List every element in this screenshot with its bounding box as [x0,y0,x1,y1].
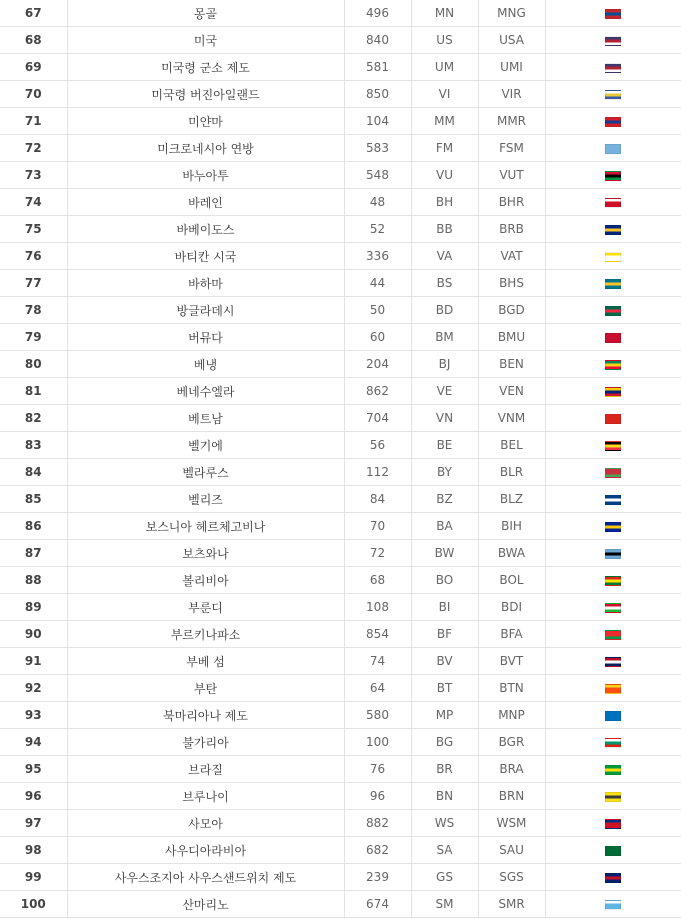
row-number: 100 [0,891,67,918]
bosnia-flag-icon [605,522,621,532]
belarus-flag-icon [605,468,621,478]
alpha2-code: BE [411,432,478,459]
table-row [0,594,681,621]
table-row [0,783,681,810]
country-name: 부르키나파소 [67,621,344,648]
alpha3-code: VIR [478,81,545,108]
table-row [0,864,681,891]
burkina-faso-flag-icon [605,630,621,640]
brunei-flag-icon [605,792,621,802]
benin-flag-icon [605,360,621,370]
table-row [0,108,681,135]
alpha3-code: SAU [478,837,545,864]
usa-flag-icon [605,36,621,46]
burundi-flag-icon [605,603,621,613]
alpha3-code: USA [478,27,545,54]
alpha2-code: BV [411,648,478,675]
flag-cell [545,513,681,540]
numeric-code: 72 [344,540,411,567]
numeric-code: 882 [344,810,411,837]
alpha2-code: VE [411,378,478,405]
table-row [0,189,681,216]
flag-cell [545,432,681,459]
country-name: 부베 섬 [67,648,344,675]
flag-cell [545,594,681,621]
numeric-code: 84 [344,486,411,513]
row-number: 74 [0,189,67,216]
country-name: 바하마 [67,270,344,297]
flag-cell [545,702,681,729]
numeric-code: 840 [344,27,411,54]
flag-cell [545,486,681,513]
numeric-code: 112 [344,459,411,486]
alpha2-code: VN [411,405,478,432]
country-name: 베트남 [67,405,344,432]
alpha2-code: BY [411,459,478,486]
flag-cell [545,81,681,108]
country-name: 방글라데시 [67,297,344,324]
vanuatu-flag-icon [605,171,621,181]
flag-cell [545,243,681,270]
table-row [0,135,681,162]
alpha3-code: BWA [478,540,545,567]
row-number: 82 [0,405,67,432]
flag-cell [545,405,681,432]
us-virgin-islands-flag-icon [605,90,621,100]
belgium-flag-icon [605,441,621,451]
alpha2-code: BN [411,783,478,810]
saudi-arabia-flag-icon [605,846,621,856]
alpha3-code: VAT [478,243,545,270]
flag-cell [545,324,681,351]
alpha2-code: BS [411,270,478,297]
table-row [0,216,681,243]
row-number: 84 [0,459,67,486]
alpha2-code: BJ [411,351,478,378]
table-row [0,297,681,324]
country-name: 미크로네시아 연방 [67,135,344,162]
alpha3-code: MNP [478,702,545,729]
table-row [0,702,681,729]
alpha2-code: US [411,27,478,54]
table-row [0,243,681,270]
alpha3-code: BLR [478,459,545,486]
alpha2-code: BZ [411,486,478,513]
numeric-code: 64 [344,675,411,702]
table-row [0,459,681,486]
row-number: 77 [0,270,67,297]
row-number: 96 [0,783,67,810]
country-name: 보스니아 헤르체고비나 [67,513,344,540]
flag-cell [545,108,681,135]
numeric-code: 336 [344,243,411,270]
table-row [0,513,681,540]
numeric-code: 104 [344,108,411,135]
myanmar-flag-icon [605,117,621,127]
alpha3-code: BDI [478,594,545,621]
alpha3-code: WSM [478,810,545,837]
row-number: 81 [0,378,67,405]
country-name: 사모아 [67,810,344,837]
country-name: 미얀마 [67,108,344,135]
alpha3-code: BFA [478,621,545,648]
alpha3-code: BRA [478,756,545,783]
flag-cell [545,891,681,918]
numeric-code: 100 [344,729,411,756]
table-row [0,27,681,54]
table-row [0,837,681,864]
row-number: 79 [0,324,67,351]
bolivia-flag-icon [605,576,621,586]
country-name: 미국 [67,27,344,54]
brazil-flag-icon [605,765,621,775]
flag-cell [545,459,681,486]
country-name: 미국령 버진아일랜드 [67,81,344,108]
alpha2-code: VU [411,162,478,189]
country-name: 북마리아나 제도 [67,702,344,729]
bulgaria-flag-icon [605,738,621,748]
table-row [0,756,681,783]
table-row [0,810,681,837]
row-number: 95 [0,756,67,783]
alpha2-code: BH [411,189,478,216]
alpha2-code: GS [411,864,478,891]
bhutan-flag-icon [605,684,621,694]
flag-cell [545,54,681,81]
numeric-code: 204 [344,351,411,378]
table-row [0,729,681,756]
country-name: 바누아투 [67,162,344,189]
alpha3-code: BLZ [478,486,545,513]
country-name: 부룬디 [67,594,344,621]
flag-cell [545,864,681,891]
numeric-code: 581 [344,54,411,81]
alpha2-code: SA [411,837,478,864]
alpha2-code: UM [411,54,478,81]
alpha3-code: BGR [478,729,545,756]
table-row [0,540,681,567]
flag-cell [545,675,681,702]
flag-cell [545,378,681,405]
numeric-code: 76 [344,756,411,783]
country-name: 바레인 [67,189,344,216]
numeric-code: 48 [344,189,411,216]
us-minor-islands-flag-icon [605,63,621,73]
alpha2-code: BR [411,756,478,783]
alpha3-code: VNM [478,405,545,432]
alpha2-code: SM [411,891,478,918]
row-number: 94 [0,729,67,756]
alpha2-code: BT [411,675,478,702]
alpha3-code: VEN [478,378,545,405]
alpha3-code: FSM [478,135,545,162]
row-number: 87 [0,540,67,567]
alpha3-code: BOL [478,567,545,594]
vatican-flag-icon [605,252,621,262]
alpha3-code: MMR [478,108,545,135]
flag-cell [545,189,681,216]
row-number: 76 [0,243,67,270]
flag-cell [545,837,681,864]
alpha3-code: BEN [478,351,545,378]
numeric-code: 850 [344,81,411,108]
flag-cell [545,0,681,27]
row-number: 97 [0,810,67,837]
country-name: 벨기에 [67,432,344,459]
vietnam-flag-icon [605,414,621,424]
alpha2-code: BM [411,324,478,351]
numeric-code: 96 [344,783,411,810]
country-name: 바베이도스 [67,216,344,243]
flag-cell [545,729,681,756]
numeric-code: 583 [344,135,411,162]
row-number: 88 [0,567,67,594]
country-name: 볼리비아 [67,567,344,594]
row-number: 80 [0,351,67,378]
row-number: 98 [0,837,67,864]
alpha3-code: VUT [478,162,545,189]
flag-cell [545,216,681,243]
alpha3-code: BGD [478,297,545,324]
country-name: 브루나이 [67,783,344,810]
micronesia-flag-icon [605,144,621,154]
row-number: 89 [0,594,67,621]
flag-cell [545,135,681,162]
row-number: 72 [0,135,67,162]
barbados-flag-icon [605,225,621,235]
alpha3-code: UMI [478,54,545,81]
alpha3-code: BMU [478,324,545,351]
flag-cell [545,621,681,648]
country-name: 바티칸 시국 [67,243,344,270]
flag-cell [545,540,681,567]
alpha2-code: FM [411,135,478,162]
numeric-code: 496 [344,0,411,27]
table-row [0,0,681,27]
table-row [0,675,681,702]
country-name: 벨라루스 [67,459,344,486]
row-number: 78 [0,297,67,324]
table-row [0,81,681,108]
country-name: 몽골 [67,0,344,27]
country-name: 미국령 군소 제도 [67,54,344,81]
numeric-code: 56 [344,432,411,459]
alpha2-code: MN [411,0,478,27]
numeric-code: 50 [344,297,411,324]
country-name: 벨리즈 [67,486,344,513]
row-number: 86 [0,513,67,540]
alpha3-code: BIH [478,513,545,540]
samoa-flag-icon [605,819,621,829]
belize-flag-icon [605,495,621,505]
table-row [0,891,681,918]
country-name: 산마리노 [67,891,344,918]
mongolia-flag-icon [605,9,621,19]
bangladesh-flag-icon [605,306,621,316]
numeric-code: 74 [344,648,411,675]
table-row [0,432,681,459]
alpha2-code: WS [411,810,478,837]
alpha2-code: BW [411,540,478,567]
alpha3-code: MNG [478,0,545,27]
numeric-code: 674 [344,891,411,918]
alpha2-code: BG [411,729,478,756]
country-name: 버뮤다 [67,324,344,351]
table-row [0,621,681,648]
alpha2-code: VI [411,81,478,108]
numeric-code: 52 [344,216,411,243]
row-number: 70 [0,81,67,108]
numeric-code: 854 [344,621,411,648]
flag-cell [545,351,681,378]
table-row [0,486,681,513]
alpha3-code: BVT [478,648,545,675]
alpha2-code: BF [411,621,478,648]
flag-cell [545,783,681,810]
country-name: 보츠와나 [67,540,344,567]
numeric-code: 108 [344,594,411,621]
row-number: 90 [0,621,67,648]
table-row [0,162,681,189]
table-row [0,648,681,675]
alpha3-code: BRB [478,216,545,243]
table-row [0,54,681,81]
row-number: 71 [0,108,67,135]
row-number: 83 [0,432,67,459]
row-number: 73 [0,162,67,189]
alpha2-code: BO [411,567,478,594]
row-number: 68 [0,27,67,54]
table-row [0,405,681,432]
country-name: 베네수엘라 [67,378,344,405]
table-row [0,324,681,351]
country-name: 사우디아라비아 [67,837,344,864]
numeric-code: 44 [344,270,411,297]
flag-cell [545,297,681,324]
botswana-flag-icon [605,549,621,559]
numeric-code: 548 [344,162,411,189]
row-number: 92 [0,675,67,702]
row-number: 75 [0,216,67,243]
alpha2-code: BI [411,594,478,621]
numeric-code: 70 [344,513,411,540]
numeric-code: 862 [344,378,411,405]
table-row [0,270,681,297]
country-name: 브라질 [67,756,344,783]
bouvet-island-flag-icon [605,657,621,667]
alpha3-code: BHR [478,189,545,216]
row-number: 67 [0,0,67,27]
row-number: 99 [0,864,67,891]
numeric-code: 239 [344,864,411,891]
alpha2-code: BA [411,513,478,540]
venezuela-flag-icon [605,387,621,397]
flag-cell [545,270,681,297]
alpha3-code: SGS [478,864,545,891]
alpha2-code: MM [411,108,478,135]
bahamas-flag-icon [605,279,621,289]
country-name: 부탄 [67,675,344,702]
san-marino-flag-icon [605,900,621,910]
numeric-code: 682 [344,837,411,864]
row-number: 93 [0,702,67,729]
numeric-code: 60 [344,324,411,351]
alpha3-code: SMR [478,891,545,918]
flag-cell [545,810,681,837]
table-row [0,378,681,405]
bermuda-flag-icon [605,333,621,343]
flag-cell [545,648,681,675]
row-number: 91 [0,648,67,675]
country-name: 불가리아 [67,729,344,756]
numeric-code: 704 [344,405,411,432]
table-row [0,567,681,594]
row-number: 69 [0,54,67,81]
alpha3-code: BRN [478,783,545,810]
alpha2-code: MP [411,702,478,729]
flag-cell [545,27,681,54]
table-row [0,351,681,378]
alpha2-code: VA [411,243,478,270]
south-georgia-flag-icon [605,873,621,883]
northern-mariana-flag-icon [605,711,621,721]
bahrain-flag-icon [605,198,621,208]
row-number: 85 [0,486,67,513]
country-name: 베냉 [67,351,344,378]
country-name: 사우스조지아 사우스샌드위치 제도 [67,864,344,891]
numeric-code: 580 [344,702,411,729]
flag-cell [545,567,681,594]
alpha2-code: BD [411,297,478,324]
alpha3-code: BEL [478,432,545,459]
flag-cell [545,162,681,189]
alpha3-code: BHS [478,270,545,297]
alpha3-code: BTN [478,675,545,702]
alpha2-code: BB [411,216,478,243]
numeric-code: 68 [344,567,411,594]
flag-cell [545,756,681,783]
